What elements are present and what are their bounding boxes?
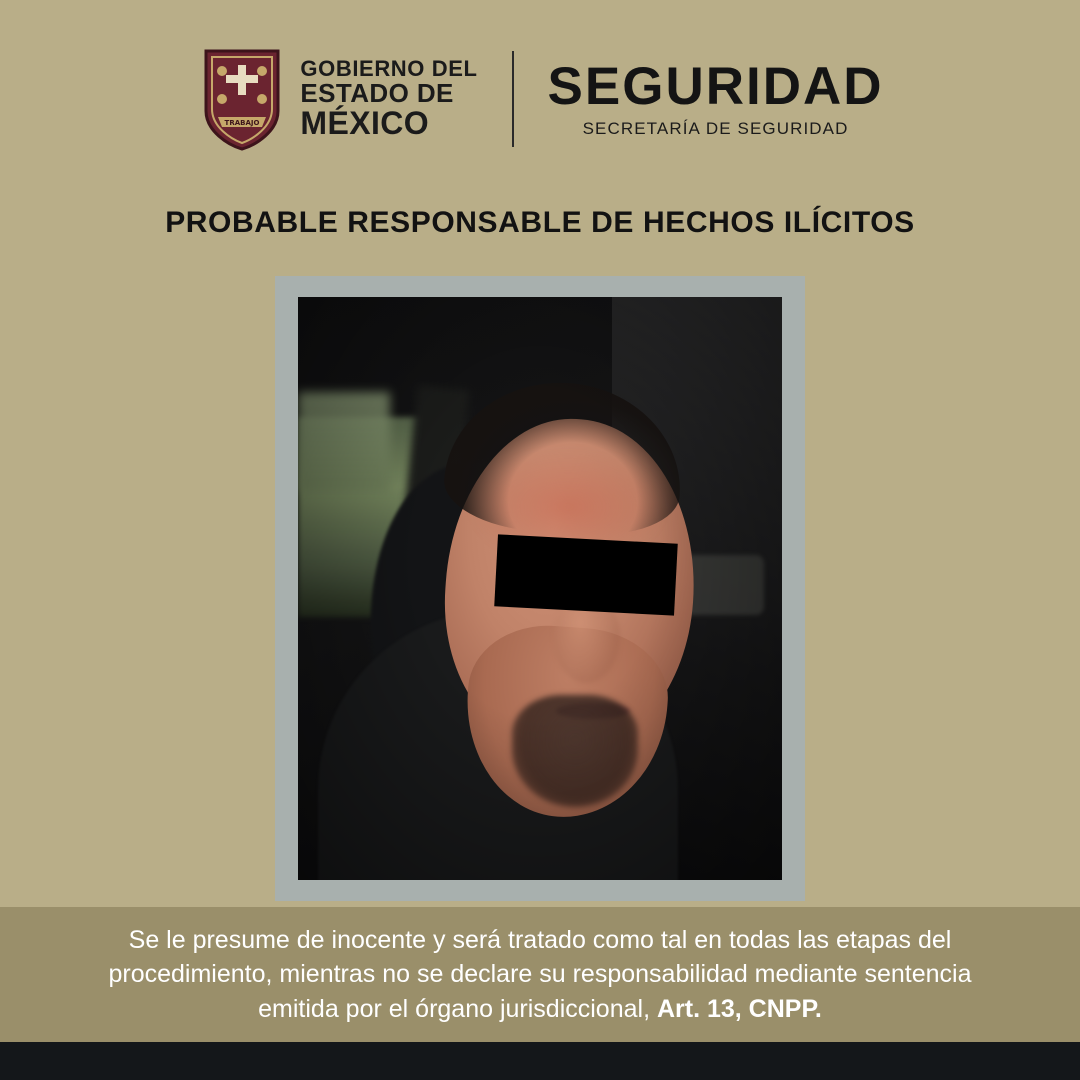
disclaimer-part-1: Se le presume de inocente y será tratado como tal en todas las etapas del procedimiento, mientras no se declare su responsabilidad mediante sentencia emitida por el órgano jurisdiccional, [108,925,972,1023]
gov-line-3: MÉXICO [300,105,430,142]
page-title: PROBABLE RESPONSABLE DE HECHOS ILÍCITOS [165,206,915,239]
gov-line-1: GOBIERNO DEL [300,55,478,81]
header-divider [512,51,514,147]
disclaimer-text [75,923,1005,1027]
car-window-upper [298,392,390,492]
bottom-bar [0,1042,1080,1080]
government-wordmark [300,57,477,142]
disclaimer-article: Art. 13, CNPP. [656,994,822,1023]
photo-frame [275,276,805,901]
coat-of-arms-icon [196,45,288,153]
eyes-censor-bar [494,534,678,615]
security-wordmark [547,56,884,139]
svg-text:TRABAJO: TRABAJO [224,119,260,127]
gov-line-2: ESTADO DE [300,77,454,108]
security-subtitle: SECRETARÍA DE SEGURIDAD [582,118,849,138]
disclaimer-band [0,907,1080,1042]
detainee-photo [298,297,782,880]
person-beard [512,695,638,807]
security-title: SEGURIDAD [547,56,884,116]
header [196,44,883,154]
